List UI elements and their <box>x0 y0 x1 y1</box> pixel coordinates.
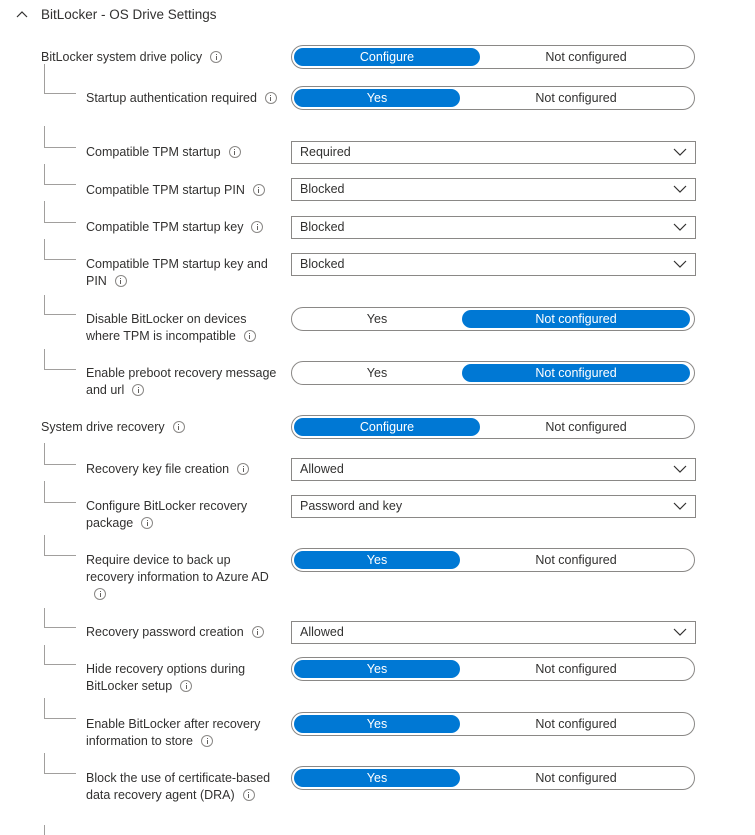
dropdown-value: Required <box>300 145 351 159</box>
toggle-hide-recovery-options-during-bitlocker-setup[interactable] <box>291 657 695 681</box>
setting-label <box>86 552 281 603</box>
dropdown-value: Blocked <box>300 257 345 271</box>
info-icon[interactable] <box>94 588 106 600</box>
toggle-option-configure[interactable]: Configure <box>294 418 480 436</box>
chevron-down-icon[interactable] <box>673 501 687 511</box>
info-icon[interactable] <box>252 626 264 638</box>
dropdown-compatible-tpm-startup[interactable] <box>291 141 696 164</box>
tree-connector-vertical <box>44 164 45 184</box>
dropdown-configure-bitlocker-recovery-package[interactable] <box>291 495 696 518</box>
setting-label <box>86 498 281 532</box>
tree-connector-vertical <box>44 753 45 773</box>
tree-connector-vertical <box>44 481 45 502</box>
tree-connector-horizontal <box>44 93 76 94</box>
chevron-up-icon[interactable] <box>16 8 28 20</box>
toggle-option-not-configured[interactable]: Not configured <box>535 717 617 731</box>
toggle-option-yes[interactable]: Yes <box>294 89 460 107</box>
tree-connector-continuation <box>44 825 45 835</box>
setting-label <box>86 365 281 399</box>
dropdown-value: Blocked <box>300 182 345 196</box>
setting-label-text: Compatible TPM startup key and PIN <box>86 257 268 288</box>
setting-label <box>86 144 281 161</box>
chevron-down-icon[interactable] <box>673 184 687 194</box>
info-icon[interactable] <box>132 384 144 396</box>
dropdown-value: Allowed <box>300 625 344 639</box>
tree-connector-horizontal <box>44 464 76 465</box>
dropdown-compatible-tpm-startup-pin[interactable] <box>291 178 696 201</box>
toggle-option-not-configured[interactable]: Not configured <box>535 553 617 567</box>
dropdown-value: Blocked <box>300 220 345 234</box>
tree-connector-horizontal <box>44 773 76 774</box>
info-icon[interactable] <box>237 463 249 475</box>
setting-label-text: Compatible TPM startup key <box>86 220 244 234</box>
setting-label-text: Enable BitLocker after recovery information to store <box>86 717 261 748</box>
toggle-option-not-configured[interactable]: Not configured <box>545 420 627 434</box>
toggle-startup-authentication-required[interactable] <box>291 86 695 110</box>
toggle-system-drive-recovery[interactable] <box>291 415 695 439</box>
setting-label <box>86 661 281 695</box>
tree-connector-vertical <box>44 126 45 147</box>
info-icon[interactable] <box>201 735 213 747</box>
tree-connector-vertical <box>44 64 45 93</box>
setting-label <box>86 256 281 290</box>
tree-connector-horizontal <box>44 369 76 370</box>
info-icon[interactable] <box>243 789 255 801</box>
setting-label-text: Recovery key file creation <box>86 462 230 476</box>
setting-label-text: Require device to back up recovery information to Azure AD <box>86 553 269 584</box>
tree-connector-vertical <box>44 295 45 314</box>
setting-label-text: Startup authentication required <box>86 91 257 105</box>
toggle-option-yes[interactable]: Yes <box>366 366 388 380</box>
info-icon[interactable] <box>210 51 222 63</box>
toggle-disable-bitlocker-on-devices-where-tpm-is-incompatible[interactable] <box>291 307 695 331</box>
toggle-option-not-configured[interactable]: Not configured <box>535 91 617 105</box>
chevron-down-icon[interactable] <box>673 259 687 269</box>
tree-connector-horizontal <box>44 259 76 260</box>
tree-connector-vertical <box>44 535 45 555</box>
toggle-block-the-use-of-certificate-based-data-recovery-agent-dra[interactable] <box>291 766 695 790</box>
toggle-option-yes[interactable]: Yes <box>294 715 460 733</box>
dropdown-compatible-tpm-startup-key-and-pin[interactable] <box>291 253 696 276</box>
toggle-bitlocker-system-drive-policy[interactable] <box>291 45 695 69</box>
tree-connector-vertical <box>44 239 45 259</box>
chevron-down-icon[interactable] <box>673 464 687 474</box>
chevron-down-icon[interactable] <box>673 147 687 157</box>
dropdown-value: Allowed <box>300 462 344 476</box>
setting-label-text: Hide recovery options during BitLocker setup <box>86 662 246 693</box>
setting-label-text: Block the use of certificate-based data recovery agent (DRA) <box>86 771 271 802</box>
toggle-require-device-to-back-up-recovery-information-to-azure-ad[interactable] <box>291 548 695 572</box>
tree-connector-vertical <box>44 201 45 222</box>
setting-label-text: BitLocker system drive policy <box>41 50 203 64</box>
info-icon[interactable] <box>265 92 277 104</box>
tree-connector-vertical <box>44 698 45 718</box>
info-icon[interactable] <box>253 184 265 196</box>
setting-label-text: Compatible TPM startup <box>86 145 221 159</box>
info-icon[interactable] <box>180 680 192 692</box>
section-title: BitLocker - OS Drive Settings <box>41 7 217 22</box>
tree-connector-vertical <box>44 349 45 369</box>
setting-label <box>86 770 281 804</box>
dropdown-recovery-password-creation[interactable] <box>291 621 696 644</box>
toggle-option-configure[interactable]: Configure <box>294 48 480 66</box>
tree-connector-vertical <box>44 608 45 627</box>
setting-label <box>86 182 281 199</box>
toggle-option-not-configured[interactable]: Not configured <box>462 310 690 328</box>
tree-connector-horizontal <box>44 627 76 628</box>
toggle-option-not-configured[interactable]: Not configured <box>535 771 617 785</box>
toggle-option-not-configured[interactable]: Not configured <box>462 364 690 382</box>
toggle-option-not-configured[interactable]: Not configured <box>535 662 617 676</box>
toggle-enable-bitlocker-after-recovery-information-to-store[interactable] <box>291 712 695 736</box>
toggle-option-yes[interactable]: Yes <box>294 660 460 678</box>
setting-label-text: Recovery password creation <box>86 625 244 639</box>
dropdown-compatible-tpm-startup-key[interactable] <box>291 216 696 239</box>
info-icon[interactable] <box>244 330 256 342</box>
chevron-down-icon[interactable] <box>673 222 687 232</box>
toggle-option-yes[interactable]: Yes <box>294 551 460 569</box>
setting-label <box>86 624 281 641</box>
tree-connector-horizontal <box>44 502 76 503</box>
info-icon[interactable] <box>251 221 263 233</box>
tree-connector-horizontal <box>44 718 76 719</box>
tree-connector-horizontal <box>44 555 76 556</box>
setting-label <box>41 49 281 66</box>
toggle-option-not-configured[interactable]: Not configured <box>545 50 627 64</box>
tree-connector-horizontal <box>44 184 76 185</box>
setting-label <box>41 419 281 436</box>
tree-connector-vertical <box>44 443 45 464</box>
info-icon[interactable] <box>173 421 185 433</box>
setting-label <box>86 461 281 478</box>
setting-label-text: Compatible TPM startup PIN <box>86 183 245 197</box>
info-icon[interactable] <box>115 275 127 287</box>
tree-connector-vertical <box>44 645 45 664</box>
toggle-option-yes[interactable]: Yes <box>366 312 388 326</box>
toggle-enable-preboot-recovery-message-and-url[interactable] <box>291 361 695 385</box>
info-icon[interactable] <box>141 517 153 529</box>
setting-label <box>86 219 281 236</box>
tree-connector-horizontal <box>44 222 76 223</box>
tree-connector-horizontal <box>44 147 76 148</box>
dropdown-value: Password and key <box>300 499 403 513</box>
setting-label <box>86 311 281 345</box>
section-header[interactable] <box>0 0 755 32</box>
info-icon[interactable] <box>229 146 241 158</box>
setting-label-text: Configure BitLocker recovery package <box>86 499 248 530</box>
dropdown-recovery-key-file-creation[interactable] <box>291 458 696 481</box>
setting-label <box>86 716 281 750</box>
chevron-down-icon[interactable] <box>673 627 687 637</box>
toggle-option-yes[interactable]: Yes <box>294 769 460 787</box>
tree-connector-horizontal <box>44 314 76 315</box>
setting-label-text: Disable BitLocker on devices where TPM is incompatible <box>86 312 247 343</box>
setting-label-text: Enable preboot recovery message and url <box>86 366 277 397</box>
tree-connector-horizontal <box>44 664 76 665</box>
setting-label <box>86 90 281 107</box>
setting-label-text: System drive recovery <box>41 420 165 434</box>
